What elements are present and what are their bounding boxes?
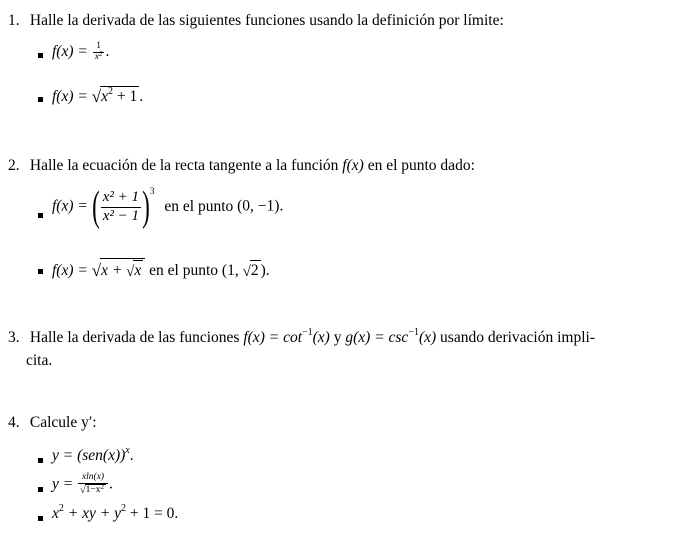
point-label: en el punto: [164, 197, 234, 215]
point: (1, √2 ): [221, 262, 266, 280]
square-root: $√x^2 + 1$: [91, 86, 138, 106]
problem-statement-start: Halle la derivada de las funciones: [29, 329, 240, 346]
fraction: [93, 42, 105, 63]
square-root: √x + √x: [92, 258, 146, 281]
bullet-icon: [38, 213, 43, 218]
function-lhs: f(x) =: [52, 262, 88, 279]
problem-statement-start: Halle la ecuación de la recta tangente a la función: [29, 157, 339, 174]
problem-number: 1.: [8, 12, 20, 29]
problem-2: [8, 157, 475, 176]
problem-statement: Halle la derivada de las siguientes funciones usando la definición por límite:: [29, 12, 504, 29]
denominator: x² − 1: [102, 207, 139, 224]
problem-2-item-2: f(x) = √x + √x en el punto (1, √2 ).: [52, 258, 270, 281]
function-lhs: f(x) =: [52, 43, 88, 61]
numerator: x² + 1: [101, 189, 141, 207]
conjunction: y: [333, 329, 342, 346]
problem-1: [8, 12, 504, 31]
problem-number: 3.: [8, 329, 20, 346]
problem-3: [8, 329, 595, 348]
problem-2-item-1: f(x) = ( $\frac{\text{x² + 1}}{\text{x² − 1}}$ )$^3$ en el punto (0, −1).: [52, 184, 284, 230]
bullet-icon: [38, 458, 43, 463]
problem-statement-end: en el punto dado:: [367, 157, 475, 174]
bullet-icon: [38, 97, 43, 102]
function-lhs: f(x) =: [52, 88, 88, 105]
problem-number: 4.: [8, 414, 20, 431]
bullet-icon: [38, 53, 43, 58]
function-lhs: f(x) =: [52, 197, 88, 215]
function-name: f(x): [342, 157, 364, 174]
problem-number: 2.: [8, 157, 20, 174]
problem-4-item-3: $x^2$ + xy + $y^2 + 1 = 0$.: [52, 503, 179, 522]
problem-1-item-2: $f(x) = √x^2 + 1$ .: [52, 86, 144, 106]
function-f: $f(x) = \cot^{-1}(x)$: [243, 327, 330, 346]
fraction: [101, 189, 141, 225]
denominator: $√1-x^2$: [80, 482, 104, 496]
problem-statement-end: usando derivación impli-: [440, 329, 595, 346]
bullet-icon: [38, 516, 43, 521]
problem-4: [8, 414, 97, 433]
inner-square-root: √x: [126, 262, 142, 280]
function-lhs: y =: [52, 475, 74, 493]
problem-4-item-2: y = $\frac{xln(x)}{√1-x^2}$ .: [52, 472, 113, 496]
bullet-icon: [38, 487, 43, 492]
problem-4-item-1: $y = (sen(x))^x$.: [52, 445, 134, 464]
bullet-icon: [38, 269, 43, 274]
numerator: 1: [93, 42, 105, 53]
point-label: en el punto: [149, 262, 219, 279]
numerator: xln(x): [78, 473, 108, 484]
fraction: [78, 473, 108, 496]
problem-1-item-1: f(x) = $\frac{1}{x^2}$ .: [52, 41, 110, 62]
problem-statement: Calcule y′:: [29, 414, 97, 431]
function-g: $g(x) = \csc^{-1}(x)$: [345, 327, 437, 346]
point: (0, −1): [237, 197, 280, 215]
denominator: $x^2$: [94, 49, 103, 62]
exponent: 3: [150, 186, 155, 196]
problem-3-continuation: cita.: [26, 352, 53, 369]
